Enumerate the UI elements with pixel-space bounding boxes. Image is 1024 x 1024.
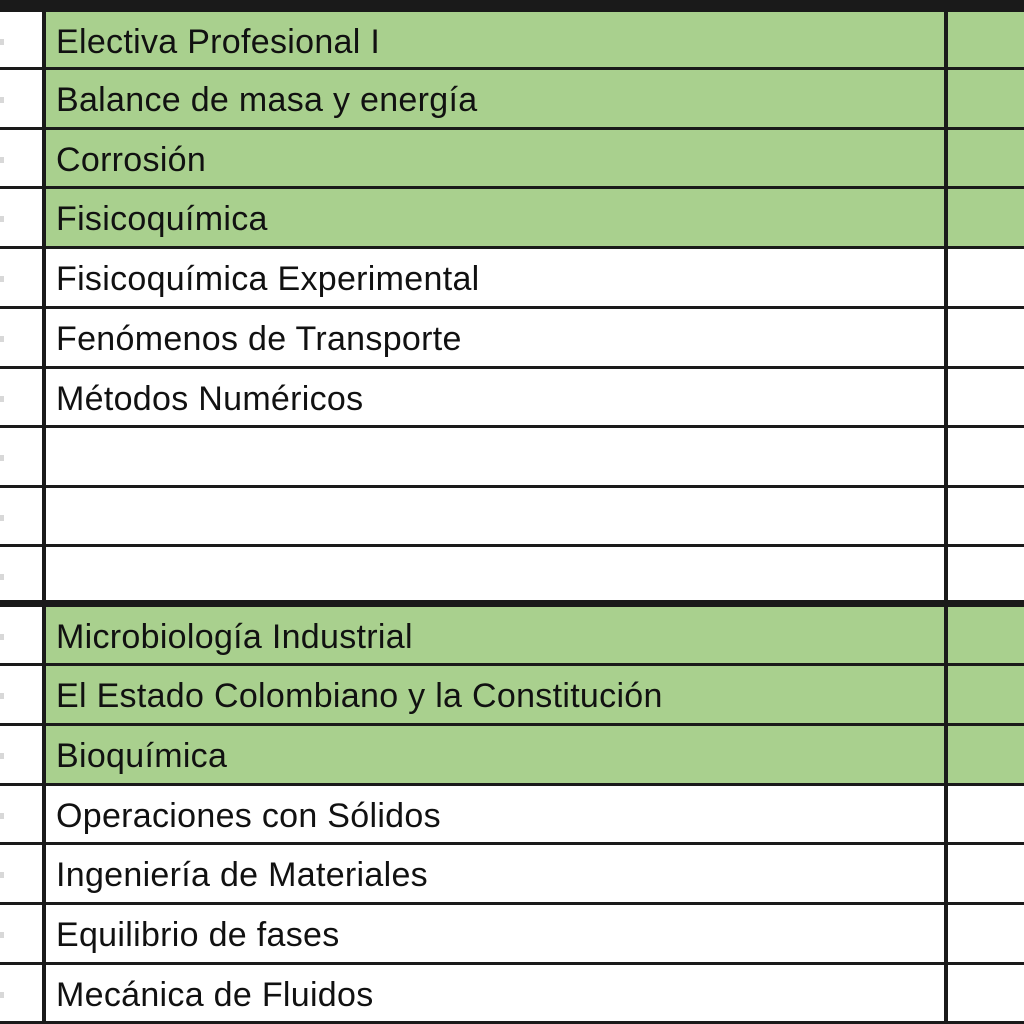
table-row — [0, 189, 1024, 249]
course-name-cell[interactable] — [42, 845, 948, 905]
table-row — [0, 130, 1024, 189]
table-row — [0, 845, 1024, 905]
course-name-text: El Estado Colombiano y la Constitución — [56, 677, 663, 715]
table-row — [0, 905, 1024, 965]
course-name-cell[interactable] — [42, 547, 948, 607]
right-column-cell[interactable] — [948, 547, 1024, 607]
right-column-cell[interactable] — [948, 488, 1024, 547]
course-name-cell[interactable] — [42, 369, 948, 428]
course-name-text: Bioquímica — [56, 737, 228, 775]
left-column-cell[interactable] — [0, 905, 42, 965]
course-name-cell[interactable] — [42, 249, 948, 309]
right-column-cell[interactable] — [948, 726, 1024, 786]
right-column-cell[interactable] — [948, 666, 1024, 726]
left-column-cell[interactable] — [0, 12, 42, 70]
left-column-cell[interactable] — [0, 189, 42, 249]
course-name-cell[interactable] — [42, 726, 948, 786]
right-column-cell[interactable] — [948, 189, 1024, 249]
right-column-cell[interactable] — [948, 786, 1024, 845]
course-name-text: Corrosión — [56, 141, 207, 179]
table-row — [0, 607, 1024, 666]
course-name-cell[interactable] — [42, 488, 948, 547]
course-name-cell[interactable] — [42, 607, 948, 666]
left-column-cell[interactable] — [0, 488, 42, 547]
right-column-cell[interactable] — [948, 70, 1024, 130]
left-column-cell[interactable] — [0, 130, 42, 189]
left-column-cell[interactable] — [0, 249, 42, 309]
right-column-cell[interactable] — [948, 309, 1024, 369]
course-name-text: Ingeniería de Materiales — [56, 856, 428, 894]
course-name-text: Operaciones con Sólidos — [56, 797, 441, 835]
left-column-cell[interactable] — [0, 965, 42, 1024]
left-column-cell[interactable] — [0, 666, 42, 726]
course-name-text: Equilibrio de fases — [56, 916, 340, 954]
table-row — [0, 70, 1024, 130]
table-row — [0, 666, 1024, 726]
table-row — [0, 965, 1024, 1024]
left-column-cell[interactable] — [0, 369, 42, 428]
table-row — [0, 12, 1024, 70]
course-name-cell[interactable] — [42, 309, 948, 369]
table-row — [0, 428, 1024, 488]
left-column-cell[interactable] — [0, 70, 42, 130]
course-name-text: Fisicoquímica — [56, 200, 268, 238]
right-column-cell[interactable] — [948, 369, 1024, 428]
left-column-cell[interactable] — [0, 786, 42, 845]
course-name-text: Mecánica de Fluidos — [56, 976, 374, 1014]
right-column-cell[interactable] — [948, 12, 1024, 70]
right-column-cell[interactable] — [948, 249, 1024, 309]
left-column-cell[interactable] — [0, 547, 42, 607]
right-column-cell[interactable] — [948, 905, 1024, 965]
left-column-cell[interactable] — [0, 845, 42, 905]
table-row — [0, 726, 1024, 786]
left-column-cell[interactable] — [0, 428, 42, 488]
course-name-text: Microbiología Industrial — [56, 618, 413, 656]
course-name-cell[interactable] — [42, 428, 948, 488]
table-row — [0, 488, 1024, 547]
course-name-cell[interactable] — [42, 905, 948, 965]
right-column-cell[interactable] — [948, 845, 1024, 905]
row-divider — [0, 600, 1024, 607]
left-column-cell[interactable] — [0, 309, 42, 369]
course-name-cell[interactable] — [42, 189, 948, 249]
course-name-cell[interactable] — [42, 666, 948, 726]
course-name-text: Balance de masa y energía — [56, 81, 478, 119]
course-name-cell[interactable] — [42, 786, 948, 845]
table-row — [0, 249, 1024, 309]
course-name-cell[interactable] — [42, 12, 948, 70]
course-name-text: Fenómenos de Transporte — [56, 320, 462, 358]
sheet-top-border — [0, 0, 1024, 12]
right-column-cell[interactable] — [948, 428, 1024, 488]
course-name-text: Electiva Profesional I — [56, 23, 381, 61]
right-column-cell[interactable] — [948, 607, 1024, 666]
table-row — [0, 369, 1024, 428]
course-name-cell[interactable] — [42, 965, 948, 1024]
course-name-text: Métodos Numéricos — [56, 380, 364, 418]
course-name-cell[interactable] — [42, 70, 948, 130]
table-row — [0, 786, 1024, 845]
table-row — [0, 547, 1024, 607]
right-column-cell[interactable] — [948, 965, 1024, 1024]
course-name-cell[interactable] — [42, 130, 948, 189]
right-column-cell[interactable] — [948, 130, 1024, 189]
course-name-text: Fisicoquímica Experimental — [56, 260, 480, 298]
left-column-cell[interactable] — [0, 726, 42, 786]
left-column-cell[interactable] — [0, 607, 42, 666]
table-row — [0, 309, 1024, 369]
